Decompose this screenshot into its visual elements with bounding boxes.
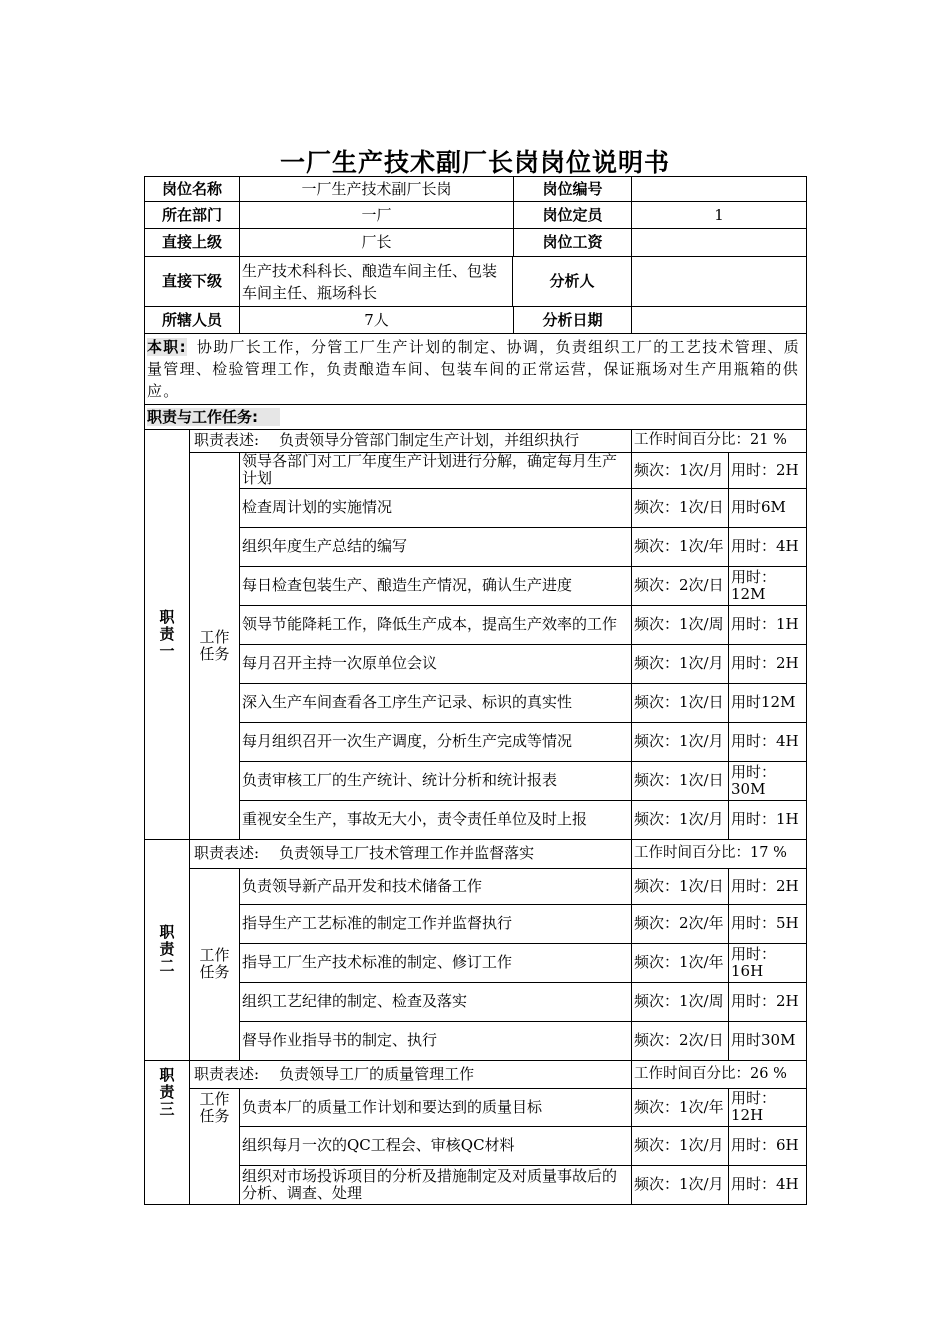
task-text: 每日检查包装生产、酿造生产情况，确认生产进度 [240,566,632,605]
dept-value: 一厂 [240,202,514,228]
header-row-subordinate [145,257,807,307]
task-time: 用时：6H [729,1126,807,1165]
subordinate-label: 直接下级 [145,257,240,307]
task-text: 负责本厂的质量工作计划和要达到的质量目标 [240,1088,632,1126]
task-time: 用时：2H [729,868,807,904]
post-name-value: 一厂生产技术副厂长岗 [240,177,514,201]
header-row-staff [145,307,807,334]
job-description-table [144,176,807,431]
task-time: 用时：2H [729,452,807,488]
task-row [145,1088,807,1126]
salary-value [632,229,807,257]
task-time: 用时：16H [729,943,807,982]
task-time: 用时：30M [729,761,807,800]
task-text: 组织对市场投诉项目的分析及措施制定及对质量事故后的分析、调查、处理 [240,1165,632,1204]
post-code-label: 岗位编号 [542,179,603,198]
statement-text: 负责领导工厂技术管理工作并监督落实 [279,844,535,862]
task-time: 用时：12M [729,566,807,605]
task-frequency: 频次：1次/日 [632,683,729,722]
task-text: 督导作业指导书的制定、执行 [240,1021,632,1060]
duty-intro-text: 协助厂长工作，分管工厂生产计划的制定、协调，负责组织工厂的工艺技术管理、质量管理、检验管理工作，负责酿造车间、包装车间的正常运营，保证瓶场对生产用瓶箱的供应。 [147,338,801,400]
task-row [145,488,807,527]
superior-label: 直接上级 [145,229,240,257]
task-text: 组织每月一次的QC工程会、审核QC材料 [240,1126,632,1165]
task-frequency: 频次：2次/日 [632,566,729,605]
task-frequency: 频次：1次/月 [632,1126,729,1165]
task-label: 工作任务 [190,868,240,1060]
task-row [145,527,807,566]
time-percent: 工作时间百分比：26 % [632,1060,807,1088]
task-time: 用时：2H [729,982,807,1021]
page-title: 一厂生产技术副厂长岗岗位说明书 [279,148,670,177]
task-frequency: 频次：1次/日 [632,761,729,800]
task-time: 用时：1H [729,800,807,839]
duty-intro-label: 本职: [147,338,187,356]
task-text: 领导节能降耗工作，降低生产成本，提高生产效率的工作 [240,605,632,644]
task-text: 负责审核工厂的生产统计、统计分析和统计报表 [240,761,632,800]
dept-label: 所在部门 [145,202,240,229]
task-text: 负责领导新产品开发和技术储备工作 [240,868,632,904]
task-row [145,982,807,1021]
task-frequency: 频次：1次/周 [632,605,729,644]
task-text: 每月组织召开一次生产调度，分析生产完成等情况 [240,722,632,761]
task-frequency: 频次：1次/年 [632,527,729,566]
task-row [145,943,807,982]
header-row-superior [145,229,807,257]
duties-title-row [145,405,807,431]
task-text: 重视安全生产，事故无大小，责令责任单位及时上报 [240,800,632,839]
task-frequency: 频次：1次/年 [632,943,729,982]
duties-table [144,429,807,1205]
task-row [145,452,807,488]
task-frequency: 频次：1次/月 [632,1165,729,1204]
task-text: 检查周计划的实施情况 [240,488,632,527]
duty-statement-row [145,429,807,452]
task-text: 每月召开主持一次原单位会议 [240,644,632,683]
task-row [145,800,807,839]
time-percent: 工作时间百分比：21 % [632,429,807,452]
task-frequency: 频次：1次/月 [632,644,729,683]
task-label: 工作任务 [190,452,240,839]
task-frequency: 频次：1次/日 [632,868,729,904]
superior-value: 厂长 [240,229,514,256]
date-value [632,307,807,334]
task-row [145,605,807,644]
statement-text: 负责领导分管部门制定生产计划，并组织执行 [279,431,580,449]
subordinate-value: 生产技术科科长、酿造车间主任、包装车间主任、瓶场科长 [240,257,513,306]
task-frequency: 频次：2次/日 [632,1021,729,1060]
task-frequency: 频次：1次/年 [632,1088,729,1126]
salary-label: 岗位工资 [542,233,603,251]
task-time: 用时：4H [729,527,807,566]
task-row [145,761,807,800]
task-frequency: 频次：1次/月 [632,722,729,761]
staff-value: 7人 [240,307,514,333]
duties-section [144,429,806,1205]
task-time: 用时：4H [729,1165,807,1204]
task-frequency: 频次：1次/周 [632,982,729,1021]
task-time: 用时：4H [729,722,807,761]
task-time: 用时：1H [729,605,807,644]
post-code-value [632,177,807,202]
header-row-dept [145,202,807,229]
task-row [145,904,807,943]
task-row [145,868,807,904]
task-text: 组织工艺纪律的制定、检查及落实 [240,982,632,1021]
duty-statement-row [145,1060,807,1088]
task-frequency: 频次：1次/月 [632,452,729,488]
analyst-value [632,257,807,307]
staff-label: 所辖人员 [145,307,240,334]
task-time: 用时6M [729,488,807,527]
task-time: 用时：5H [729,904,807,943]
task-frequency: 频次：1次/日 [632,488,729,527]
statement-label: 职责表述: [194,431,260,449]
task-label: 工作任务 [190,1088,240,1204]
task-text: 组织年度生产总结的编写 [240,527,632,566]
statement-label: 职责表述: [194,1064,260,1083]
task-text: 深入生产车间查看各工序生产记录、标识的真实性 [240,683,632,722]
task-row [145,1021,807,1060]
statement-text: 负责领导工厂的质量管理工作 [279,1064,475,1083]
task-text: 领导各部门对工厂年度生产计划进行分解，确定每月生产计划 [240,452,632,488]
task-row [145,644,807,683]
time-percent: 工作时间百分比：17 % [632,839,807,868]
duties-title: 职责与工作任务: [147,408,280,426]
duty-label: 职责一 [145,429,190,839]
duty-label: 职责三 [145,1060,190,1204]
task-text: 指导工厂生产技术标准的制定、修订工作 [240,943,632,982]
task-row [145,566,807,605]
date-label: 分析日期 [542,310,603,329]
task-frequency: 频次：2次/年 [632,904,729,943]
task-time: 用时：2H [729,644,807,683]
task-time: 用时30M [729,1021,807,1060]
task-text: 指导生产工艺标准的制定工作并监督执行 [240,904,632,943]
duty-statement-row [145,839,807,868]
task-frequency: 频次：1次/月 [632,800,729,839]
statement-label: 职责表述: [194,844,260,862]
analyst-label: 分析人 [549,272,595,290]
task-row [145,722,807,761]
header-row-post-name [145,177,807,202]
task-time: 用时12M [729,683,807,722]
quota-label: 岗位定员 [542,205,603,224]
quota-value: 1 [632,202,807,229]
duty-intro-row [145,334,807,405]
task-row [145,1126,807,1165]
task-row [145,683,807,722]
task-time: 用时：12H [729,1088,807,1126]
duty-label: 职责二 [145,839,190,1060]
task-row [145,1165,807,1204]
post-name-label: 岗位名称 [145,177,240,202]
